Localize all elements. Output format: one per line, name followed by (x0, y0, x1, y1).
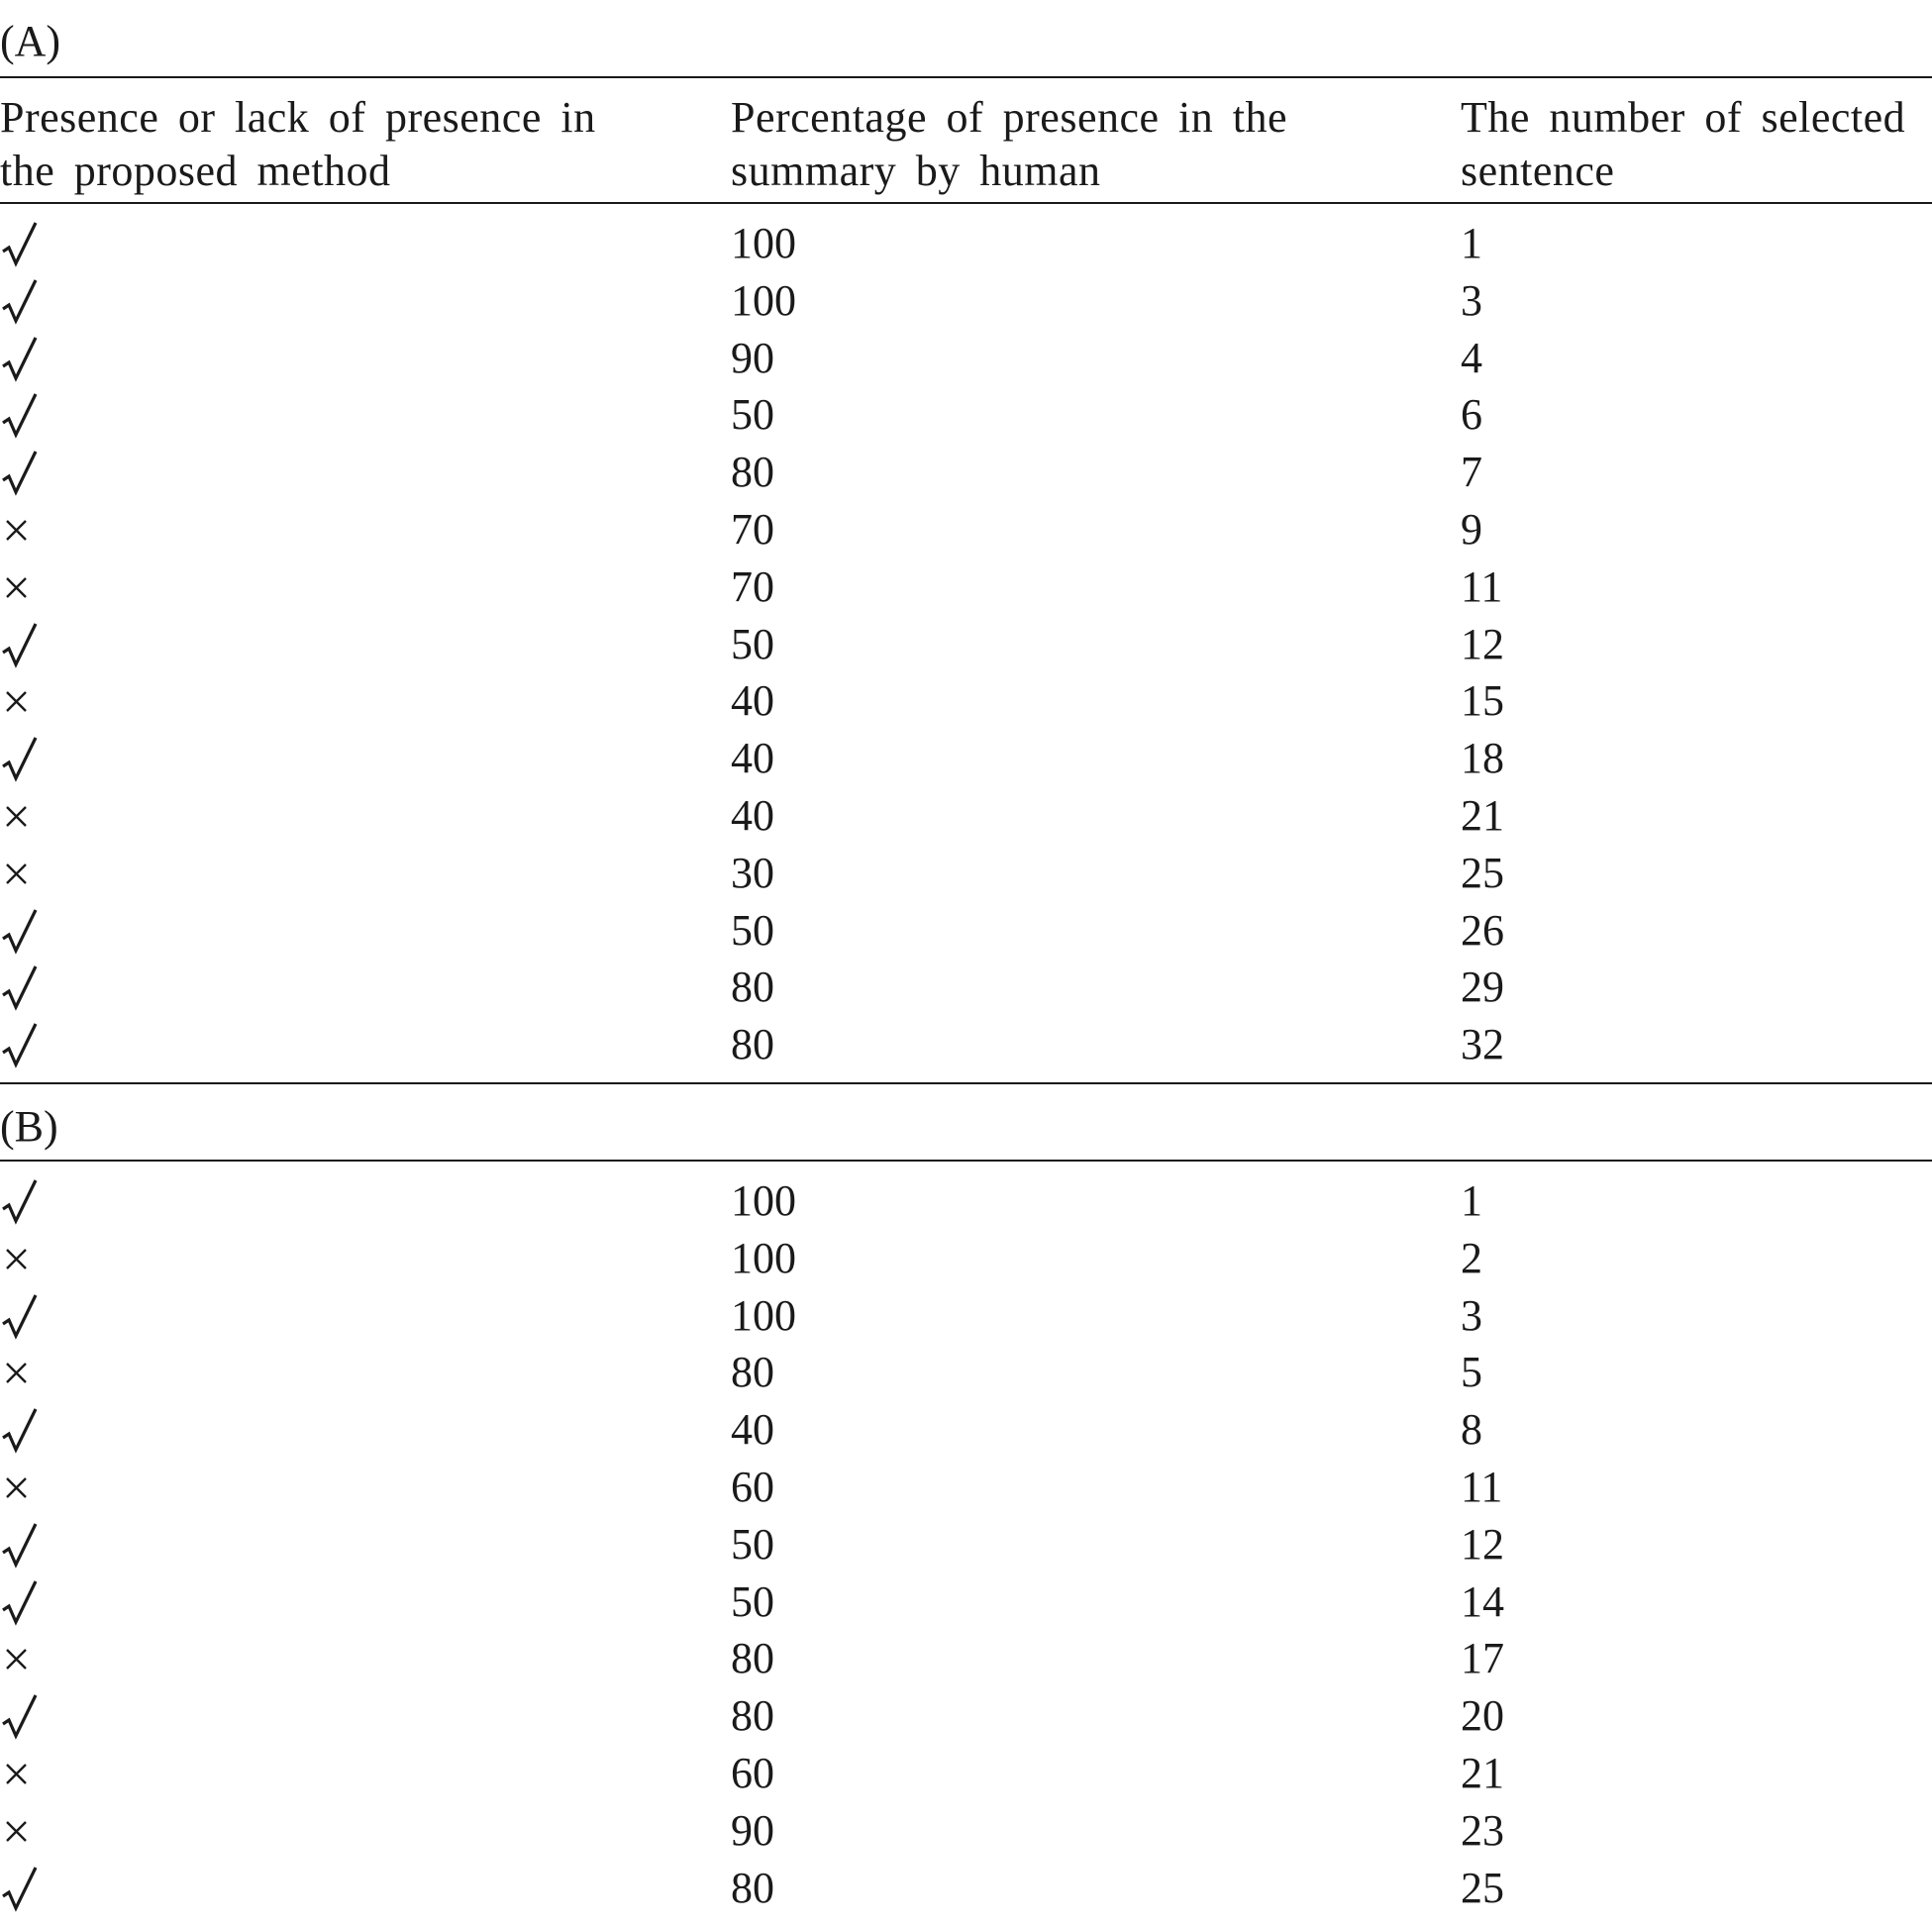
sentence-number-cell: 26 (1461, 905, 1504, 955)
table-row (0, 845, 1932, 902)
top-rule (0, 76, 1932, 78)
sentence-number-cell: 18 (1461, 734, 1504, 783)
section-a-label: (A) (0, 17, 61, 65)
percentage-cell: 90 (731, 1805, 774, 1855)
sentence-number-cell: 29 (1461, 963, 1504, 1012)
percentage-cell: 50 (731, 619, 774, 668)
table-row (0, 1802, 1932, 1860)
sentence-number-cell: 12 (1461, 1519, 1504, 1569)
percentage-cell: 100 (731, 1290, 796, 1340)
cross-mark-icon (0, 1344, 48, 1401)
table-row (0, 1459, 1932, 1516)
sentence-number-cell: 12 (1461, 619, 1504, 668)
section-b-label: (B) (0, 1102, 58, 1151)
percentage-cell: 80 (731, 963, 774, 1012)
cross-mark-icon (0, 1459, 48, 1516)
table-row (0, 787, 1932, 845)
sentence-number-cell: 21 (1461, 791, 1504, 840)
sentence-number-cell: 3 (1461, 1290, 1482, 1340)
table-row (0, 386, 1932, 444)
table-row (0, 1401, 1932, 1459)
sentence-number-cell: 25 (1461, 848, 1504, 897)
percentage-cell: 40 (731, 791, 774, 840)
cross-mark-icon (0, 1802, 48, 1860)
check-mark-icon (0, 730, 48, 787)
check-mark-icon (0, 1016, 48, 1073)
table-row (0, 1230, 1932, 1287)
table-row (0, 1687, 1932, 1745)
percentage-cell: 100 (731, 1233, 796, 1282)
table-row (0, 501, 1932, 558)
column-header-percentage: Percentage of presence in the summary by human (731, 93, 1288, 195)
table-row (0, 1745, 1932, 1802)
percentage-cell: 90 (731, 333, 774, 382)
check-mark-icon (0, 616, 48, 673)
percentage-cell: 80 (731, 1691, 774, 1741)
check-mark-icon (0, 386, 48, 444)
table-row (0, 730, 1932, 787)
sentence-number-cell: 17 (1461, 1634, 1504, 1683)
cross-mark-icon (0, 1745, 48, 1802)
percentage-cell: 50 (731, 1576, 774, 1626)
percentage-cell: 80 (731, 448, 774, 497)
check-mark-icon (0, 959, 48, 1016)
table-row (0, 1287, 1932, 1345)
percentage-cell: 100 (731, 1176, 796, 1225)
sentence-number-cell: 23 (1461, 1805, 1504, 1855)
table-row (0, 1016, 1932, 1073)
percentage-cell: 60 (731, 1463, 774, 1511)
check-mark-icon (0, 1287, 48, 1345)
sentence-number-cell: 5 (1461, 1348, 1482, 1397)
table-row (0, 444, 1932, 501)
sentence-number-cell: 11 (1461, 1463, 1503, 1511)
check-mark-icon (0, 1172, 48, 1230)
percentage-cell: 80 (731, 1020, 774, 1069)
check-mark-icon (0, 272, 48, 330)
cross-mark-icon (0, 1230, 48, 1287)
table-row (0, 215, 1932, 272)
sentence-number-cell: 9 (1461, 505, 1482, 554)
sentence-number-cell: 1 (1461, 1176, 1482, 1225)
table-row (0, 1172, 1932, 1230)
table-row (0, 1860, 1932, 1917)
check-mark-icon (0, 444, 48, 501)
percentage-cell: 40 (731, 734, 774, 783)
percentage-cell: 40 (731, 1405, 774, 1455)
table-row (0, 616, 1932, 673)
cross-mark-icon (0, 845, 48, 902)
cross-mark-icon (0, 558, 48, 616)
check-mark-icon (0, 1573, 48, 1631)
percentage-cell: 70 (731, 561, 774, 611)
sentence-number-cell: 7 (1461, 448, 1482, 497)
percentage-cell: 50 (731, 390, 774, 440)
percentage-cell: 50 (731, 905, 774, 955)
sentence-number-cell: 14 (1461, 1576, 1504, 1626)
column-header-presence: Presence or lack of presence in the proposed method (0, 93, 596, 195)
table-row (0, 558, 1932, 616)
section-b-rule (0, 1160, 1932, 1162)
percentage-cell: 100 (731, 275, 796, 325)
table-row (0, 1516, 1932, 1573)
check-mark-icon (0, 1860, 48, 1917)
percentage-cell: 80 (731, 1863, 774, 1912)
section-divider-rule (0, 1082, 1932, 1084)
sentence-number-cell: 32 (1461, 1020, 1504, 1069)
sentence-number-cell: 3 (1461, 275, 1482, 325)
table-row (0, 672, 1932, 730)
check-mark-icon (0, 902, 48, 960)
percentage-cell: 30 (731, 848, 774, 897)
check-mark-icon (0, 1687, 48, 1745)
table-row (0, 959, 1932, 1016)
table-row (0, 330, 1932, 387)
percentage-cell: 50 (731, 1519, 774, 1569)
percentage-cell: 80 (731, 1348, 774, 1397)
table-row (0, 902, 1932, 960)
check-mark-icon (0, 330, 48, 387)
sentence-number-cell: 1 (1461, 219, 1482, 267)
table-row (0, 1573, 1932, 1631)
percentage-cell: 100 (731, 219, 796, 267)
percentage-cell: 60 (731, 1749, 774, 1797)
sentence-number-cell: 4 (1461, 333, 1482, 382)
sentence-number-cell: 20 (1461, 1691, 1504, 1741)
sentence-number-cell: 11 (1461, 561, 1503, 611)
cross-mark-icon (0, 787, 48, 845)
cross-mark-icon (0, 672, 48, 730)
sentence-number-cell: 15 (1461, 676, 1504, 726)
percentage-cell: 80 (731, 1634, 774, 1683)
sentence-number-cell: 25 (1461, 1863, 1504, 1912)
table-row (0, 1630, 1932, 1687)
sentence-number-cell: 2 (1461, 1233, 1482, 1282)
percentage-cell: 40 (731, 676, 774, 726)
cross-mark-icon (0, 501, 48, 558)
column-header-sentence-number: The number of selected sentence (1461, 93, 1906, 195)
cross-mark-icon (0, 1630, 48, 1687)
check-mark-icon (0, 1516, 48, 1573)
sentence-number-cell: 6 (1461, 390, 1482, 440)
sentence-number-cell: 21 (1461, 1749, 1504, 1797)
table-row (0, 272, 1932, 330)
header-rule (0, 202, 1932, 204)
percentage-cell: 70 (731, 505, 774, 554)
check-mark-icon (0, 215, 48, 272)
table-row (0, 1344, 1932, 1401)
check-mark-icon (0, 1401, 48, 1459)
sentence-number-cell: 8 (1461, 1405, 1482, 1455)
